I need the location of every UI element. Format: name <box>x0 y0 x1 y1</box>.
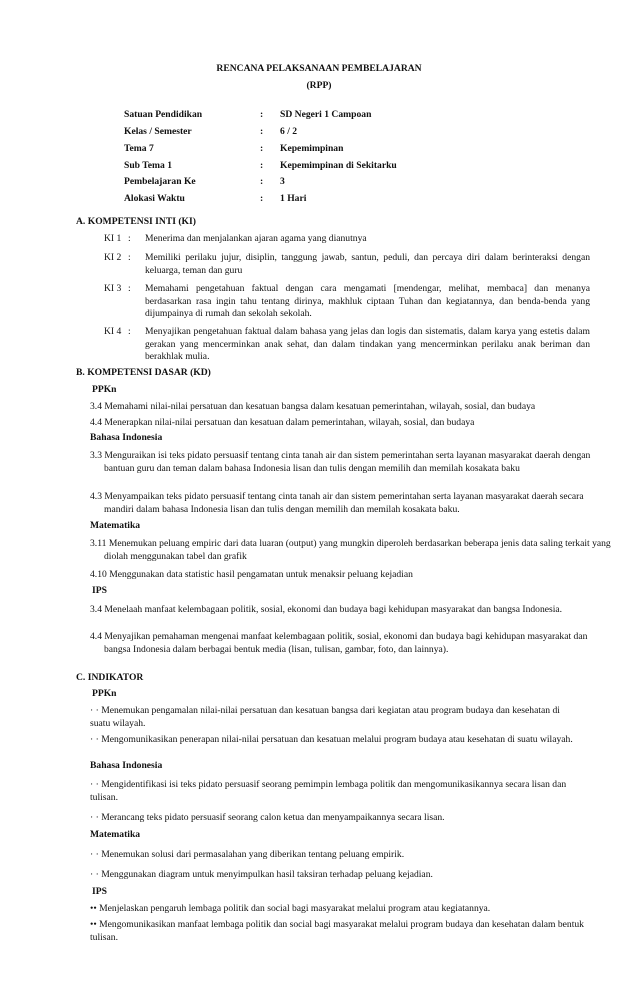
ki-text: Menyajikan pengetahuan faktual dalam bahasa yang jelas dan logis dan sistematis, dalam karya yang estetis dalam gerakan yang mencerminkan anak sehat, dan dalam tindakan yang mencerminkan perilaku anak beriman dan berakhlak mulia. <box>145 326 590 362</box>
indicator-item <box>90 733 580 746</box>
indicator-item <box>90 918 595 944</box>
kd-item: 3.11 Menemukan peluang empiric dari data luaran (output) yang mungkin diperoleh berdasarkan beberapa jenis data saling terkait yang diolah menggunakan tabel dan grafik <box>90 538 611 562</box>
ki-code: KI 4 <box>104 326 122 337</box>
kd-item: 4.4 Menerapkan nilai-nilai persatuan dan kesatuan dalam pemerintahan, wilayah, sosial, dan budaya <box>90 417 475 428</box>
ki-code: KI 3 <box>104 283 122 294</box>
identity-colon: : <box>260 126 264 137</box>
indicator-item <box>90 778 590 804</box>
identity-label: Sub Tema 1 <box>124 160 172 171</box>
kd-item: 3.4 Memahami nilai-nilai persatuan dan kesatuan bangsa dalam kesatuan pemerintahan, wilayah, sosial, dan budaya <box>90 401 536 412</box>
indicator-ips-label: IPS <box>92 886 107 897</box>
identity-value: 6 / 2 <box>280 126 298 137</box>
indicator-text: Menjelaskan pengaruh lembaga politik dan social bagi masyarakat melalui program atau kegiatannya. <box>99 903 491 914</box>
identity-value: Kepemimpinan <box>280 143 344 154</box>
subject-matematika-label: Matematika <box>90 520 141 531</box>
indicator-text: Mengomunikasikan manfaat lembaga politik dan social bagi masyarakat melalui program budaya dan kesehatan dalam bentuk tulisan. <box>90 919 584 943</box>
identity-label: Tema 7 <box>124 143 154 154</box>
identity-colon: : <box>260 143 264 154</box>
section-b-heading: B. KOMPETENSI DASAR (KD) <box>76 367 211 378</box>
subject-ips-label: IPS <box>92 585 107 596</box>
indicator-item <box>90 811 590 824</box>
ki-colon: : <box>128 326 131 337</box>
indicator-text: Menemukan solusi dari permasalahan yang diberikan tentang peluang empirik. <box>101 849 405 860</box>
bullet-icon: · · <box>90 812 99 823</box>
identity-colon: : <box>260 193 264 204</box>
ki-code: KI 1 <box>104 233 122 244</box>
identity-colon: : <box>260 176 264 187</box>
ki-text: Menerima dan menjalankan ajaran agama yang dianutnya <box>145 233 367 244</box>
ki-code: KI 2 <box>104 252 122 263</box>
bullet-icon: · · <box>90 869 99 880</box>
bullet-icon: · · <box>90 779 99 790</box>
document-title: RENCANA PELAKSANAAN PEMBELAJARAN <box>216 63 422 74</box>
indicator-text: Mengidentifikasi isi teks pidato persuasif seorang pemimpin lembaga politik dan mengomunikasikannya secara lisan dan tulisan. <box>90 779 567 803</box>
identity-label: Kelas / Semester <box>124 126 192 137</box>
identity-value: 3 <box>280 176 285 187</box>
indicator-text: Menemukan pengamalan nilai-nilai persatuan dan kesatuan bangsa dari kegiatan atau program budaya dan kesehatan di suatu wilayah. <box>90 705 560 729</box>
indicator-matematika-label: Matematika <box>90 829 141 840</box>
ki-colon: : <box>128 283 131 294</box>
indicator-item <box>90 704 580 730</box>
indicator-item <box>90 848 600 861</box>
identity-label: Pembelajaran Ke <box>124 176 196 187</box>
kd-item: 3.4 Menelaah manfaat kelembagaan politik, sosial, ekonomi dan budaya bagi kehidupan masyarakat dan bangsa Indonesia. <box>90 604 563 615</box>
identity-value: 1 Hari <box>280 193 307 204</box>
ki-text: Memiliki perilaku jujur, disiplin, tanggung jawab, santun, peduli, dan percaya diri dalam berinteraksi dengan keluarga, teman dan guru <box>145 252 590 276</box>
ki-text: Memahami pengetahuan faktual dengan cara mengamati [mendengar, melihat, membaca] dan menanya berdasarkan rasa ingin tahu tentang dirinya, makhluk ciptaan Tuhan dan kegiatannya, dan benda-benda yang dijumpainya di rumah dan sekolah sekolah. <box>145 283 590 319</box>
section-a-heading: A. KOMPETENSI INTI (KI) <box>76 216 196 227</box>
ki-colon: : <box>128 252 131 263</box>
indicator-bahasa-label: Bahasa Indonesia <box>90 760 163 771</box>
identity-colon: : <box>260 160 264 171</box>
identity-value: SD Negeri 1 Campoan <box>280 109 372 120</box>
kd-item: 4.3 Menyampaikan teks pidato persuasif tentang cinta tanah air dan sistem pemerintahan serta layanan masyarakat daerah secara mandiri dalam bahasa Indonesia lisan dan tulis dengan memilih dan memilah kosakata baku. <box>90 491 584 515</box>
section-c-heading: C. INDIKATOR <box>76 672 144 683</box>
kd-item: 4.10 Menggunakan data statistic hasil pengamatan untuk menaksir peluang kejadian <box>90 569 413 580</box>
indicator-item <box>90 868 600 881</box>
identity-value: Kepemimpinan di Sekitarku <box>280 160 397 171</box>
subject-bahasa-label: Bahasa Indonesia <box>90 432 163 443</box>
indicator-text: Mengomunikasikan penerapan nilai-nilai persatuan dan kesatuan melalui program budaya atau kesehatan di suatu wilayah. <box>101 734 573 745</box>
document-subtitle: (RPP) <box>306 80 332 91</box>
ki-colon: : <box>128 233 131 244</box>
indicator-text: Merancang teks pidato persuasif seorang calon ketua dan menyampaikannya secara lisan. <box>101 812 445 823</box>
bullet-icon: •• <box>90 919 97 930</box>
bullet-icon: · · <box>90 849 99 860</box>
identity-colon: : <box>260 109 264 120</box>
kd-item: 4.4 Menyajikan pemahaman mengenai manfaat kelembagaan politik, sosial, ekonomi dan budaya bagi kehidupan masyarakat dan bangsa Indonesia dalam berbagai bentuk media (lisan, tulisan, gambar, foto, dan lainnya). <box>90 631 588 655</box>
subject-ppkn-label: PPKn <box>92 384 117 395</box>
identity-label: Alokasi Waktu <box>124 193 185 204</box>
bullet-icon: · · <box>90 705 99 716</box>
bullet-icon: •• <box>90 903 97 914</box>
indicator-ppkn-label: PPKn <box>92 688 117 699</box>
identity-label: Satuan Pendidikan <box>124 109 203 120</box>
kd-item: 3.3 Menguraikan isi teks pidato persuasif tentang cinta tanah air dan sistem pemerintahan serta layanan masyarakat daerah dengan bantuan guru dan teman dalam bahasa Indonesia lisan dan tulis dengan memilih dan memilah kosakata baku <box>90 450 591 474</box>
indicator-item <box>90 902 605 915</box>
indicator-text: Menggunakan diagram untuk menyimpulkan hasil taksiran terhadap peluang kejadian. <box>101 869 433 880</box>
bullet-icon: · · <box>90 734 99 745</box>
